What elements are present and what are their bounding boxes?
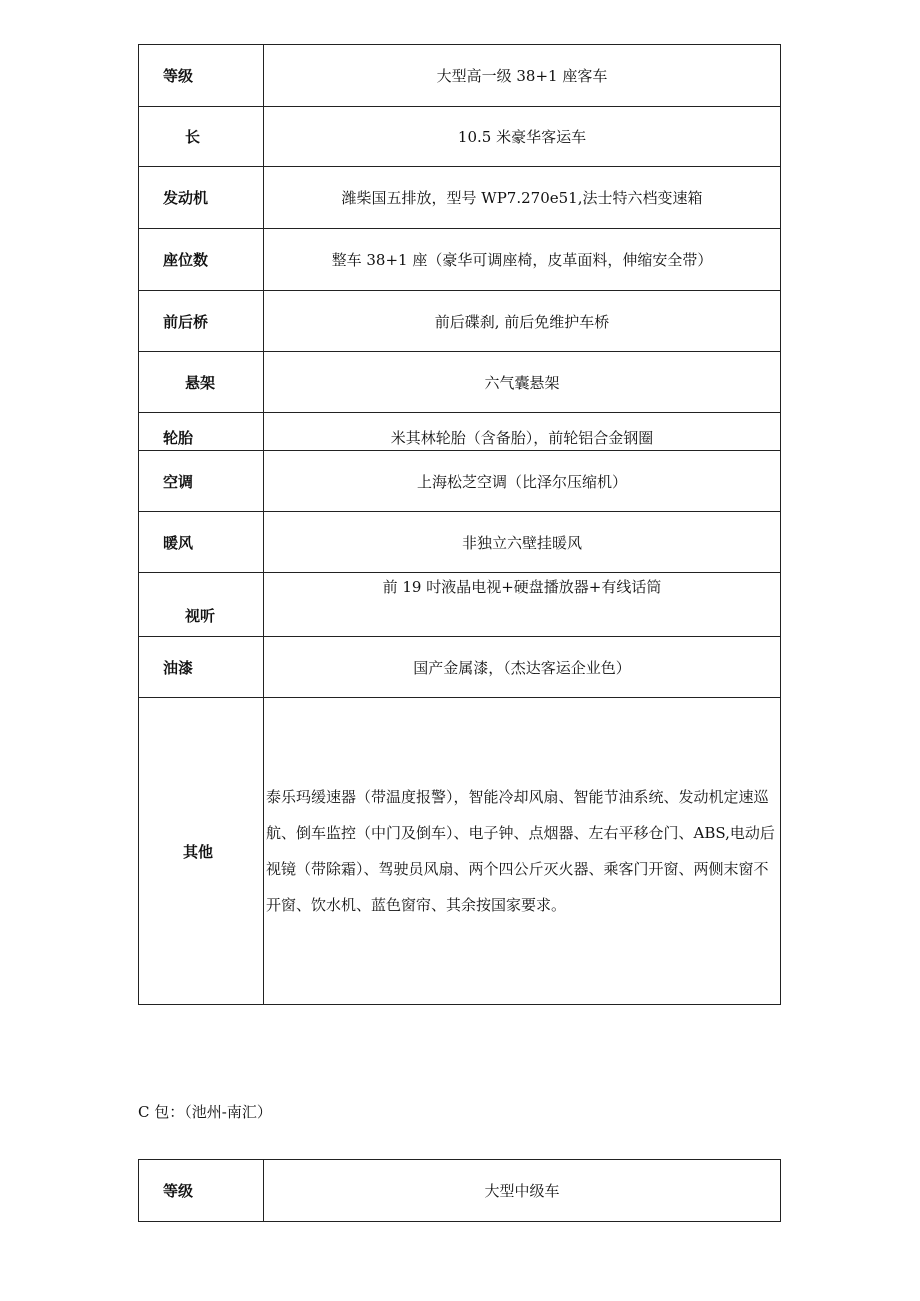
row-value-length: 10.5 米豪华客运车 [264,107,781,167]
row-value-engine: 潍柴国五排放，型号 WP7.270e51,法士特六档变速箱 [264,167,781,229]
table-row [139,1160,781,1222]
row-value-axles: 前后碟刹, 前后免维护车桥 [264,291,781,352]
table-row [139,573,781,637]
row-label-heating: 暖风 [139,512,264,573]
table-row [139,413,781,451]
row-label-grade-c: 等级 [139,1160,264,1222]
row-label-tires: 轮胎 [139,413,264,451]
row-value-ac: 上海松芝空调（比泽尔压缩机） [264,451,781,512]
table-row [139,637,781,698]
row-value-tires: 米其林轮胎（含备胎），前轮铝合金钢圈 [264,413,781,451]
row-label-av: 视听 [139,573,264,637]
row-label-axles: 前后桥 [139,291,264,352]
section-caption: C 包：（池州-南汇） [138,1103,272,1121]
row-label-ac: 空调 [139,451,264,512]
row-label-seats: 座位数 [139,229,264,291]
table-row [139,291,781,352]
row-value-heating: 非独立六壁挂暖风 [264,512,781,573]
table-row [139,352,781,413]
table-row [139,107,781,167]
row-value-grade-c: 大型中级车 [264,1160,781,1222]
table-row [139,698,781,1005]
spec-table-a [138,44,781,1005]
row-value-seats: 整车 38+1 座（豪华可调座椅，皮革面料，伸缩安全带） [264,229,781,291]
row-value-other: 泰乐玛缓速器（带温度报警），智能冷却风扇、智能节油系统、发动机定速巡航、倒车监控（中门及倒车）、电子钟、点烟器、左右平移仓门、ABS,电动后视镜（带除霜）、驾驶员风扇、两个四公斤灭火器、乘客门开窗、两侧末窗不开窗、饮水机、蓝色窗帘、其余按国家要求。 [264,698,781,1005]
row-label-length: 长 [139,107,264,167]
table-row [139,451,781,512]
table-row [139,45,781,107]
row-label-suspension: 悬架 [139,352,264,413]
row-label-other: 其他 [139,698,264,1005]
row-value-suspension: 六气囊悬架 [264,352,781,413]
table-row [139,229,781,291]
row-label-grade: 等级 [139,45,264,107]
table-row [139,512,781,573]
row-value-av: 前 19 吋液晶电视+硬盘播放器+有线话筒 [264,573,781,637]
row-value-paint: 国产金属漆，（杰达客运企业色） [264,637,781,698]
table-row [139,167,781,229]
row-label-paint: 油漆 [139,637,264,698]
spec-table-c [138,1159,781,1222]
row-value-grade: 大型高一级 38+1 座客车 [264,45,781,107]
row-label-engine: 发动机 [139,167,264,229]
